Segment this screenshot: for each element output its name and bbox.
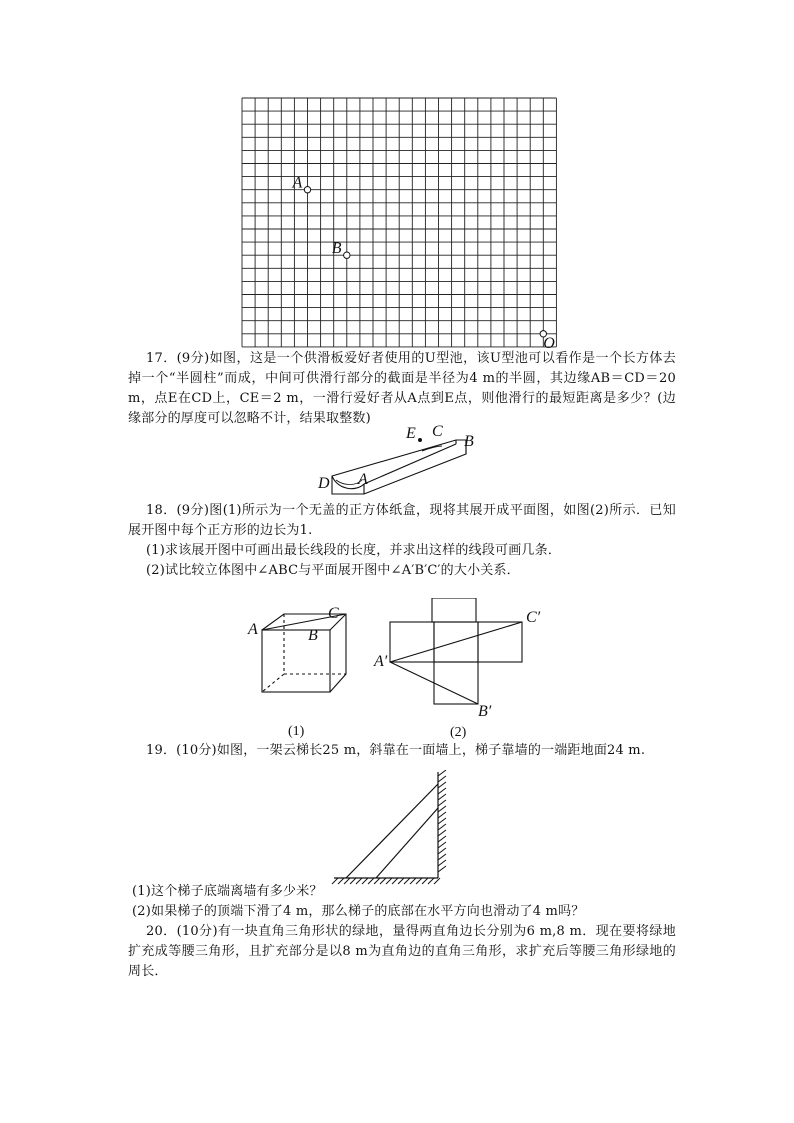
wall-hatch-line — [438, 800, 446, 806]
wall-hatch-line — [438, 788, 446, 794]
wall-hatch-line — [438, 830, 446, 836]
wall-hatch-line — [438, 776, 446, 782]
caption-2: (2) — [450, 725, 467, 740]
question-19-sub1: (1)这个梯子底端离墙有多少米？ — [132, 884, 323, 899]
label-A: A — [358, 471, 368, 488]
question-19-subquestions — [128, 882, 676, 922]
question-18 — [128, 501, 676, 581]
question-20-text: 20．(10分)有一块直角三角形状的绿地，量得两直角边长分别为6 m,8 m．现在要将绿地扩充成等腰三角形，且扩充部分是以8 m为直角边的直角三角形，求扩充后等腰三角形绿地的周长． — [128, 924, 676, 979]
wall-hatch-line — [438, 824, 446, 830]
cube-net-figure — [370, 598, 560, 748]
caption-1: (1) — [288, 724, 305, 739]
question-17 — [128, 349, 676, 429]
wall-hatch-line — [438, 782, 446, 788]
wall-hatch-line — [438, 794, 446, 800]
grid-lines — [242, 98, 556, 347]
net-label-B: B′ — [478, 703, 492, 720]
cube-figure — [240, 600, 350, 745]
label-E: E — [406, 425, 416, 442]
wall-hatch-line — [438, 806, 446, 812]
wall-hatch-line — [438, 818, 446, 824]
wall-hatch-line — [438, 866, 446, 872]
question-19 — [128, 741, 676, 761]
question-18-intro: 18．(9分)图(1)所示为一个无盖的正方体纸盒，现将其展开成平面图，如图(2)所示．已知展开图中每个正方形的边长为1. — [128, 503, 676, 538]
net-label-C: C′ — [526, 609, 541, 626]
coordinate-grid-figure — [236, 94, 566, 354]
label-D: D — [318, 475, 330, 492]
grid-point-B — [344, 252, 350, 258]
cube-label-A: A — [248, 621, 258, 638]
question-18-sub1: (1)求该展开图中可画出最长线段的长度，并求出这样的线段可画几条． — [146, 543, 562, 558]
grid-point-label-B: B — [331, 240, 342, 258]
label-B: B — [464, 433, 474, 450]
grid-point-label-A: A — [292, 174, 303, 192]
label-C: C — [432, 424, 443, 440]
cube-label-C: C — [328, 605, 339, 622]
question-18-sub2: (2)试比较立体图中∠ABC与平面展开图中∠A′B′C′的大小关系． — [146, 563, 520, 578]
cube-label-B: B — [308, 627, 318, 644]
ladder-figure — [326, 770, 466, 886]
net-label-A: A′ — [374, 653, 388, 670]
question-19-intro: 19．(10分)如图，一架云梯长25 m，斜靠在一面墙上，梯子靠墙的一端距地面24 m. — [146, 743, 646, 758]
wall-hatch-line — [438, 770, 446, 776]
wall-hatch-line — [438, 848, 446, 854]
question-17-text: 17．(9分)如图，这是一个供滑板爱好者使用的U型池，该U型池可以看作是一个长方体去掉一个“半圆柱”而成，中间可供滑行部分的截面是半径为4 m的半圆，其边缘AB＝CD＝20 m，点E在CD上，CE＝2 m，一滑行爱好者从A点到E点，则他滑行的最短距离是多少？(边缘部分的厚度可以忽略不计，结果取整数) — [128, 351, 676, 426]
wall-hatch-line — [438, 854, 446, 860]
wall-hatch-line — [438, 842, 446, 848]
wall-hatch-line — [438, 836, 446, 842]
grid-point-A — [304, 187, 310, 193]
question-19-sub2: (2)如果梯子的顶端下滑了4 m，那么梯子的底部在水平方向也滑动了4 m吗？ — [132, 904, 585, 919]
grid-points — [292, 175, 556, 352]
question-20 — [128, 922, 676, 982]
wall-hatch-line — [438, 860, 446, 866]
wall-hatch-line — [438, 812, 446, 818]
grid-point-label-O: O — [543, 334, 555, 352]
u-pool-figure — [312, 424, 482, 504]
